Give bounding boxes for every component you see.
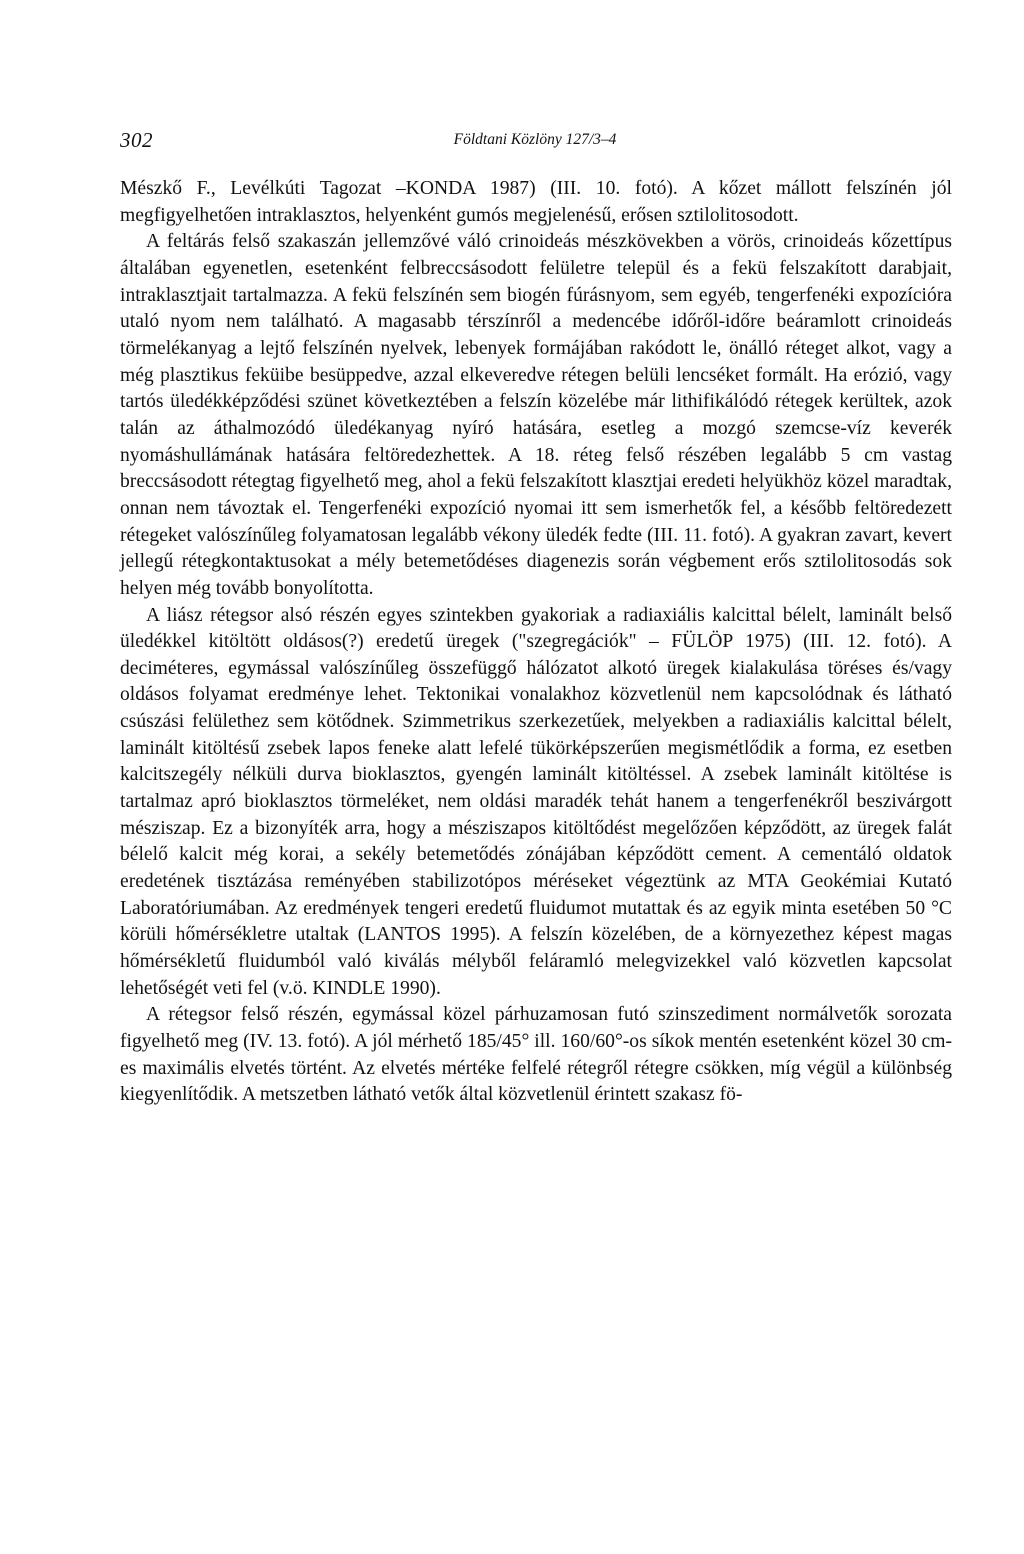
paragraph: A feltárás felső szakaszán jellemzővé váló crinoideás mészkövekben a vörös, crinoideás kőzettípus általában egyenetlen, esetenként felbreccsásodott felületre települ és a fekü felszakított darabjait, intraklasztjait tartalmazza. A fekü felszínén sem biogén fúrásnyom, sem egyéb, tengerfenéki expozícióra utaló nyom nem található. A magasabb térszínről a medencébe időről-időre beáramlott crinoideás törmelékanyag a lejtő felszínén nyelvek, lebenyek formájában rakódott le, önálló réteget alkot, vagy a még plasztikus feküibe besüppedve, azzal elkeveredve rétegen belüli lencséket formált. Ha erózió, vagy tartós üledékképződési szünet következtében a felszín közelébe már lithifikálódó rétegek kerültek, azok talán az áthalmozódó üledékanyag nyíró hatására, esetleg a mozgó szemcse-víz keverék nyomáshullámának hatására feltöredezhettek. A 18. réteg felső részében legalább 5 cm vastag breccsásodott rétegtag figyelhető meg, ahol a fekü felszakított klasztjai eredeti helyükhöz közel maradtak, onnan nem távoztak el. Tengerfenéki expozíció nyomai itt sem ismerhetők fel, a később feltöredezett rétegeket valószínűleg folyamatosan legalább vékony üledék fedte (III. 11. fotó). A gyakran zavart, kevert jellegű rétegkontaktusokat a mély betemetődéses diagenezis során végbement erős sztilolitosodás sok helyen még tovább bonyolította. — [120, 231, 952, 599]
page-number: 302 — [120, 128, 153, 152]
paragraph: A liász rétegsor alsó részén egyes szintekben gyakoriak a radiaxiális kalcittal bélelt, laminált belső üledékkel kitöltött oldásos(?) eredetű üregek ("szegregációk" – FÜLÖP 1975) (III. 12. fotó). A deciméteres, egymással valószínűleg összefüggő hálózatot alkotó üregek kialakulása töréses és/vagy oldásos folyamat eredménye lehet. Tektonikai vonalakhoz közvetlenül nem kapcsolódnak és látható csúszási felülethez sem kötődnek. Szimmetrikus szerkezetűek, melyekben a radiaxiális kalcittal bélelt, laminált kitöltésű zsebek lapos feneke alatt lefelé tükörképszerűen megismétlődik a forma, ez esetben kalcitszegély nélküli durva bioklasztos, gyengén laminált kitöltéssel. A zsebek laminált kitöltése is tartalmaz apró bioklasztos törmeléket, nem oldási maradék tehát hanem a tengerfenékről beszivárgott mésziszap. Ez a bizonyíték arra, hogy a mésziszapos kitöltődést megelőzően képződött, az üregek falát bélelő kalcit még korai, a sekély betemetődés zónájában képződött cement. A cementáló oldatok eredetének tisztázása reményében stabilizotópos méréseket végeztünk az MTA Geokémiai Kutató Laboratóriumában. Az eredmények tengeri eredetű fluidumot mutattak és az egyik minta esetében 50 °C körüli hőmérsékletre utaltak (LANTOS 1995). A felszín közelében, de a környezethez képest magas hőmérsékletű fluidumból való kiválás mélyből feláramló melegvizekkel való közvetlen kapcsolat lehetőségét veti fel (v.ö. KINDLE 1990). — [120, 604, 952, 999]
body-text — [120, 176, 952, 1109]
paragraph: Mészkő F., Levélkúti Tagozat –KONDA 1987) (III. 10. fotó). A kőzet mállott felszínén jól megfigyelhetően intraklasztos, helyenként gumós megjelenésű, erősen sztilolitosodott. — [120, 178, 952, 226]
page-header — [120, 128, 950, 154]
running-title: Földtani Közlöny 127/3–4 — [453, 131, 617, 148]
paragraph: A rétegsor felső részén, egymással közel párhuzamosan futó szinszediment normálvetők sorozata figyelhető meg (IV. 13. fotó). A jól mérhető 185/45° ill. 160/60°-os síkok mentén esetenként közel 30 cm-es maximális elvetés történt. Az elvetés mértéke felfelé rétegről rétegre csökken, míg végül a különbség kiegyenlítődik. A metszetben látható vetők által közvetlenül érintett szakasz fö- — [120, 1004, 952, 1106]
